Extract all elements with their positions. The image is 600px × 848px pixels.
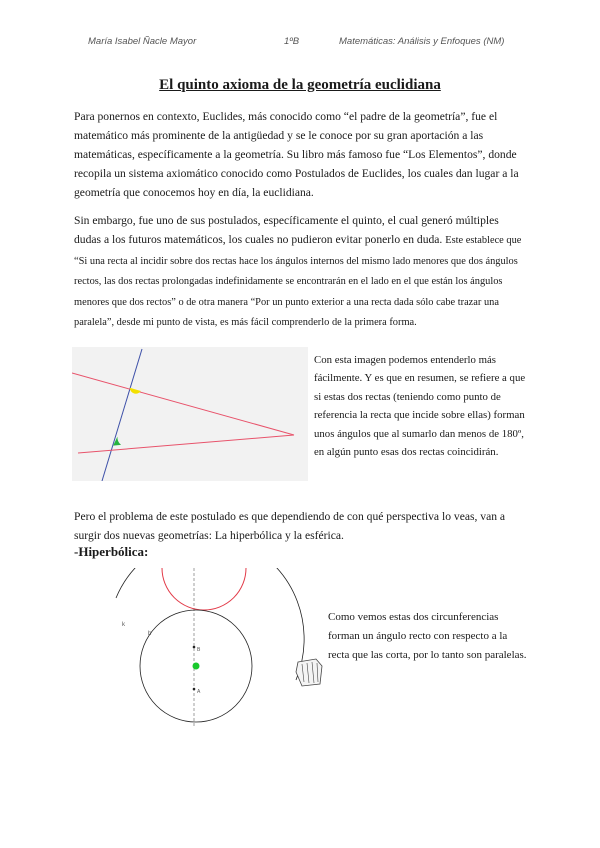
paragraph-new-geometries: Pero el problema de este postulado es que dependiendo de con qué perspectiva lo veas, van a surgir dos nuevas geometrías: La hiperbólica y la esférica. (74, 510, 506, 542)
header-author: María Isabel Ñacle Mayor (88, 36, 197, 47)
figure2-label-B: B (197, 647, 201, 653)
figure-hyperbolic-diagram (72, 568, 324, 728)
paragraph-context: Para ponernos en contexto, Euclides, más conocido como “el padre de la geometría”, fue el matemático más prominente de la antigüedad y se le conoce por su gran aportación a las matemáticas, específicamente a la geometría. Su libro más famoso fue “Los Elementos”, donde recopila un sistema axiomático conocido como Postulados de Euclides, los cuales dan lugar a la geometría que conocemos hoy en día, la euclidiana. (74, 110, 519, 199)
heading-hyperbolic: -Hiperbólica: (74, 544, 149, 559)
figure2-protractor-icon (296, 659, 322, 686)
figure2-label-k: k (122, 622, 125, 628)
header-course: Matemáticas: Análisis y Enfoques (NM) (339, 36, 505, 47)
figure1-caption: Con esta imagen podemos entenderlo más fácilmente. Y es que en resumen, se refiere a que si estas dos rectas (teniendo como punto de referencia la recta que incide sobre ellas) forman unos ángulos que al sumarlo dan menos de 180º, en algún punto esas dos rectas coincidirán. (314, 354, 526, 459)
figure2-point-green (193, 663, 200, 670)
figure2-point-lower (193, 688, 196, 691)
figure2-point-upper (193, 646, 196, 649)
document-title: El quinto axioma de la geometría euclidiana (159, 77, 441, 93)
figure-fifth-postulate-diagram (72, 347, 308, 481)
figure2-label-b: b (148, 631, 152, 637)
figure2-caption: Como vemos estas dos circunferencias forman un ángulo recto con respecto a la recta que las corta, por lo tanto son paralelas. (328, 611, 527, 661)
figure2-red-circle (162, 568, 246, 610)
figure1-background (72, 347, 308, 481)
paragraph-fifth-postulate-statement: Este establece que “Si una recta al incidir sobre dos rectas hace los ángulos internos del mismo lado menores que dos ángulos rectos, las dos rectas prolongadas indefinidamente se encontrarán en el lado en el que están los ángulos menores que dos rectos” o de otra manera “Por un punto exterior a una recta dada sólo cabe trazar una paralela”, desde mi punto de vista, es más fácil comprenderlo de la primera forma. (74, 235, 522, 328)
figure2-large-circle (116, 568, 304, 680)
figure2-label-A: A (197, 689, 201, 695)
paragraph-fifth-postulate-intro: Sin embargo, fue uno de sus postulados, específicamente el quinto, el cual generó múltiples dudas a los futuros matemáticos, los cuales no pudieron evitar ponerlo en duda. (74, 214, 499, 246)
header-group: 1ºB (284, 36, 300, 47)
paragraph-fifth-postulate (74, 211, 528, 333)
